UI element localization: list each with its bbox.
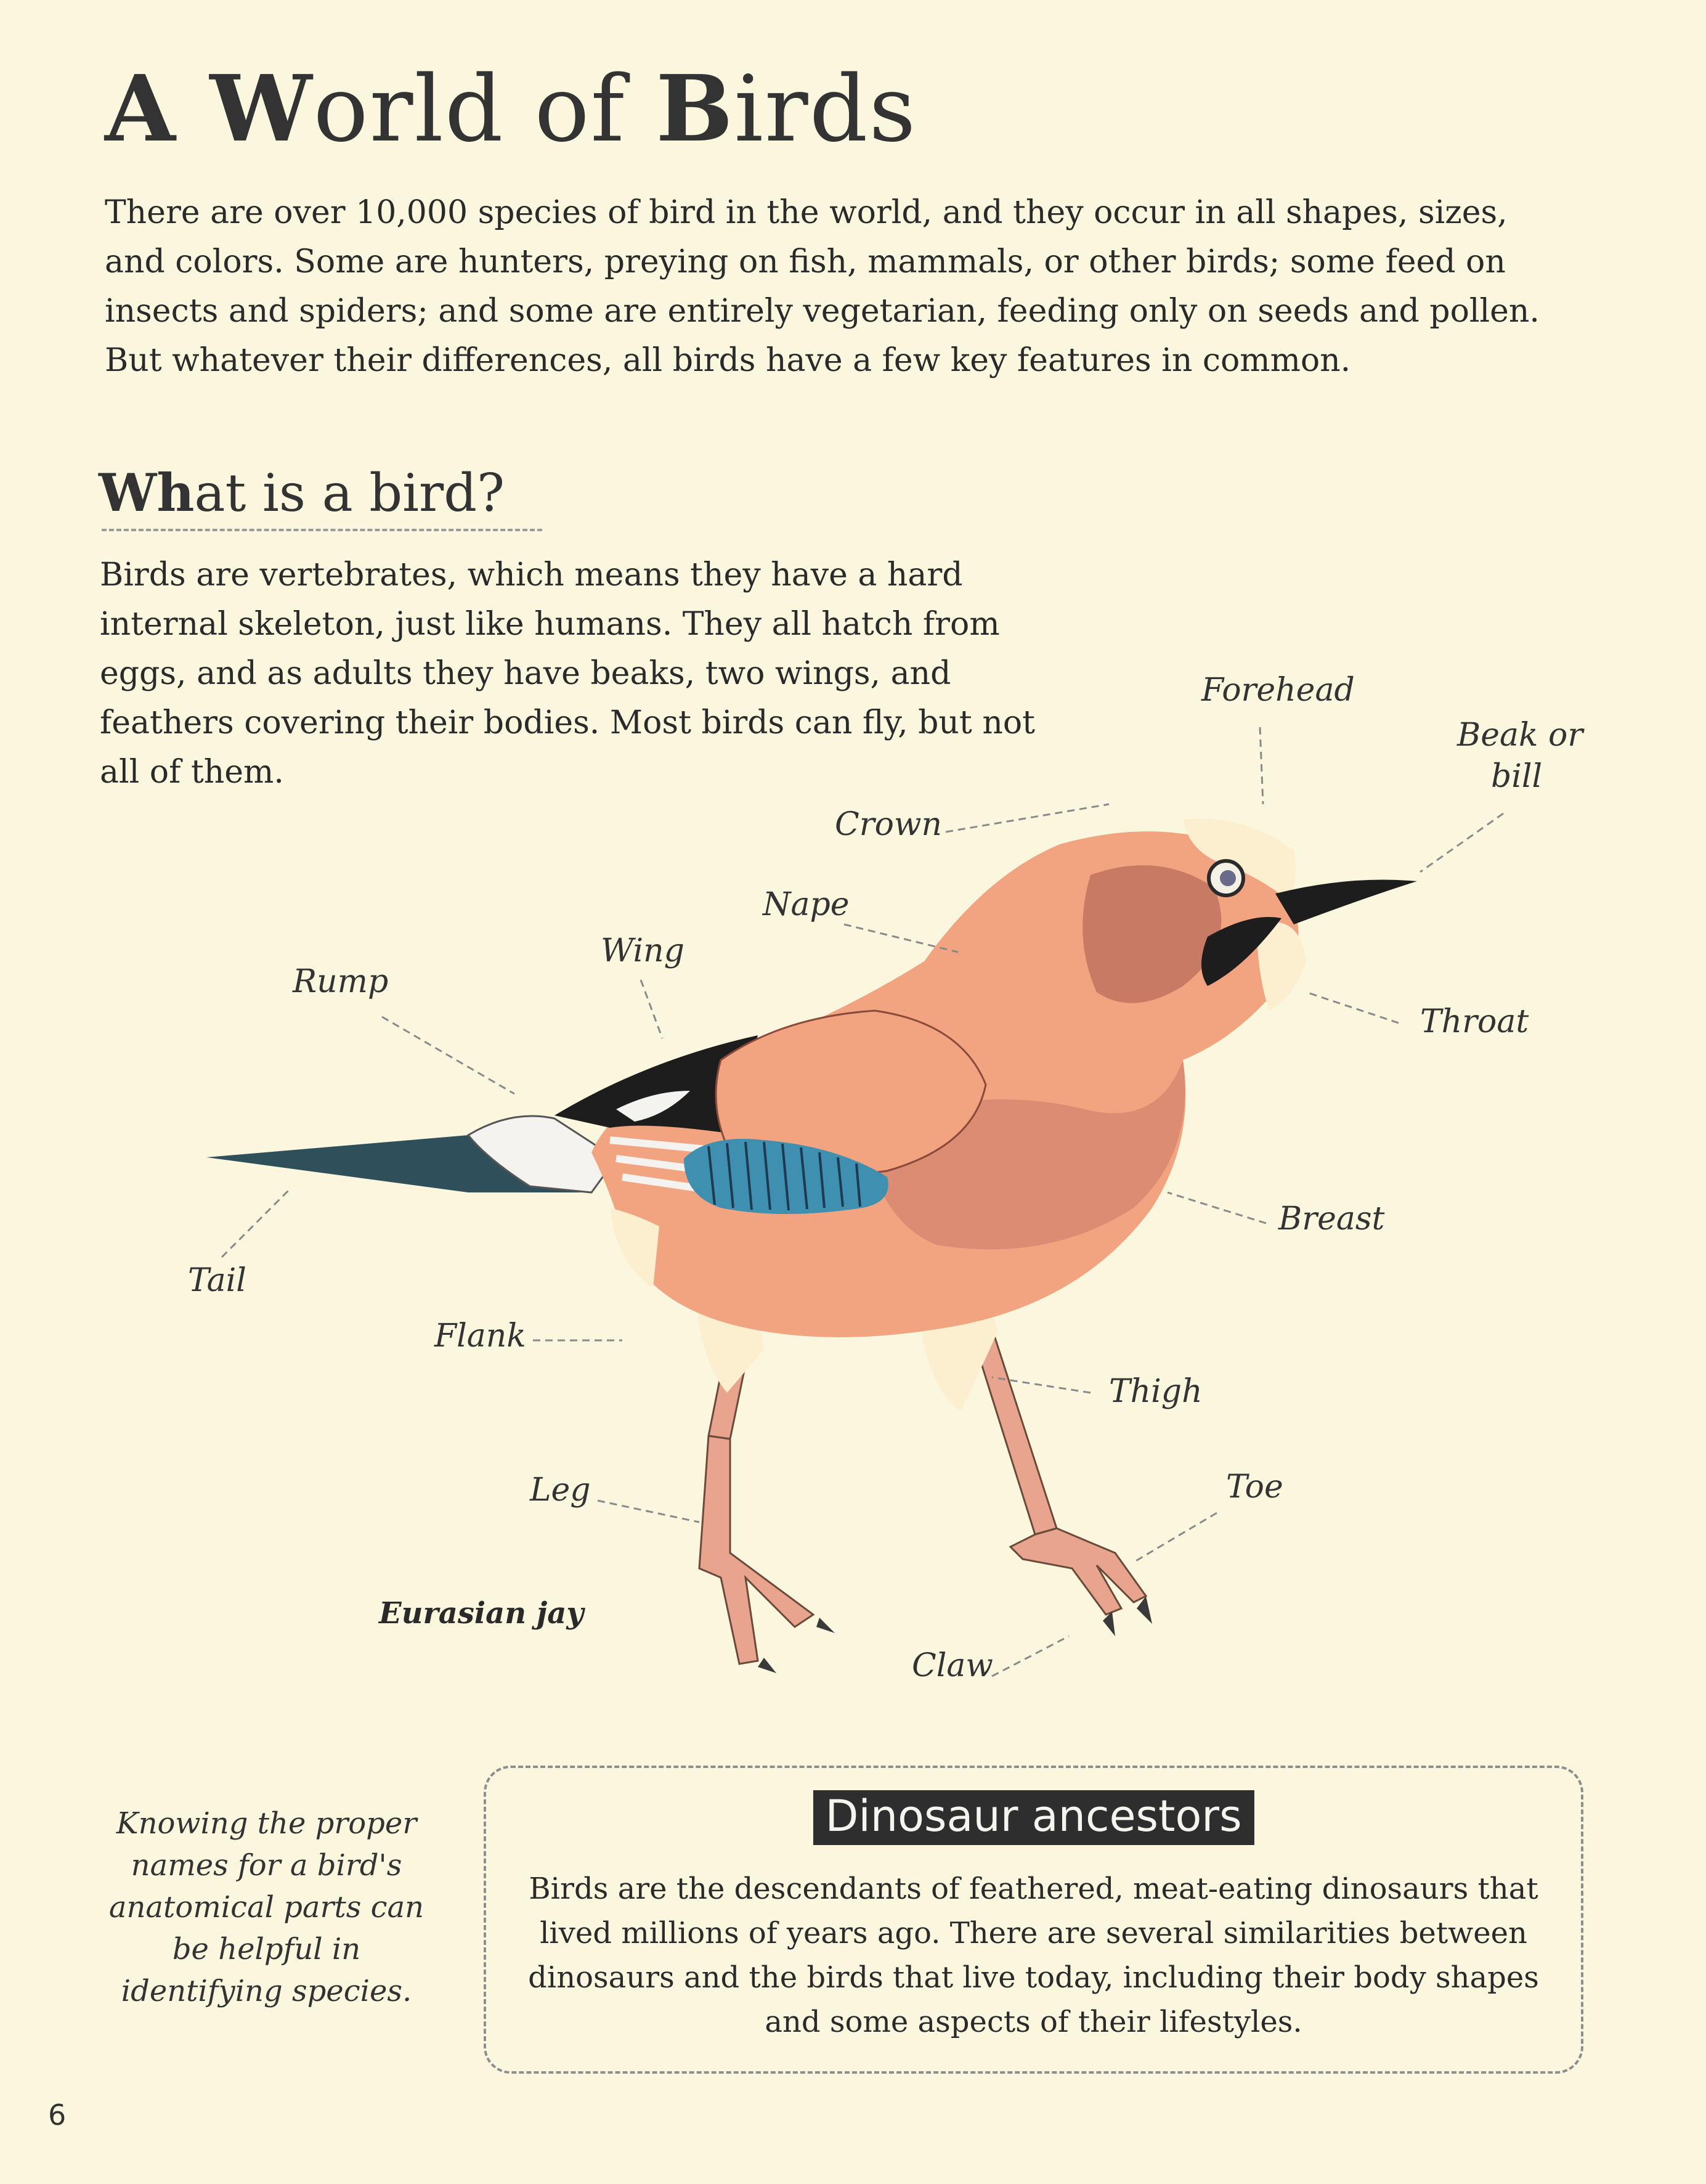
label-crown: Crown (835, 806, 942, 843)
label-toe: Toe (1226, 1469, 1283, 1506)
label-beak-bill: bill (1491, 758, 1543, 795)
label-throat: Throat (1420, 1003, 1529, 1040)
label-rump: Rump (293, 963, 389, 1000)
dinosaur-box-title: Dinosaur ancestors (813, 1790, 1254, 1845)
label-tail: Tail (188, 1262, 246, 1299)
page-number: 6 (48, 2098, 67, 2132)
label-wing: Wing (601, 932, 684, 969)
label-claw: Claw (912, 1647, 993, 1684)
species-caption: Eurasian jay (379, 1596, 584, 1631)
label-leg: Leg (530, 1472, 591, 1509)
page-title: A World of Birds (105, 55, 917, 162)
side-note: Knowing the proper names for a bird's anatomical parts can be helpful in identifying species. (108, 1806, 424, 2008)
heading-divider (102, 529, 542, 531)
bird-foot-left (699, 1436, 813, 1664)
dinosaur-ancestors-box (484, 1766, 1583, 2074)
label-forehead: Forehead (1201, 672, 1355, 709)
section-heading: What is a bird? (99, 462, 505, 523)
intro-paragraph: There are over 10,000 species of bird in the world, and they occur in all shapes, sizes, and colors. Some are hunters, preying on fish, mammals, or other birds; some feed on insects and spiders; and some are entirely vegetarian, feeding only on seeds and pollen. But whatever their differences, all birds have a few key features in common. (105, 194, 1540, 379)
bird-foot-right (1010, 1528, 1146, 1615)
label-breast: Breast (1278, 1200, 1385, 1237)
label-nape: Nape (763, 886, 850, 923)
dinosaur-box-text: Birds are the descendants of feathered, meat-eating dinosaurs that lived millions of years ago. There are several similarities between dinosaurs and the birds that live today, including their body shapes and some aspects of their lifestyles. (528, 1872, 1539, 2039)
label-beak-or: Beak or (1457, 717, 1583, 754)
label-flank: Flank (434, 1318, 526, 1355)
bird-beak (1275, 880, 1417, 925)
label-thigh: Thigh (1109, 1373, 1203, 1410)
bird-anatomy-diagram (0, 653, 1706, 1713)
section-paragraph: Birds are vertebrates, which means they have a hard internal skeleton, just like humans. They all hatch from eggs, and as adults they have beaks, two wings, and feathers covering their bodies. Most birds can fly, but not all of them. (100, 556, 1036, 791)
